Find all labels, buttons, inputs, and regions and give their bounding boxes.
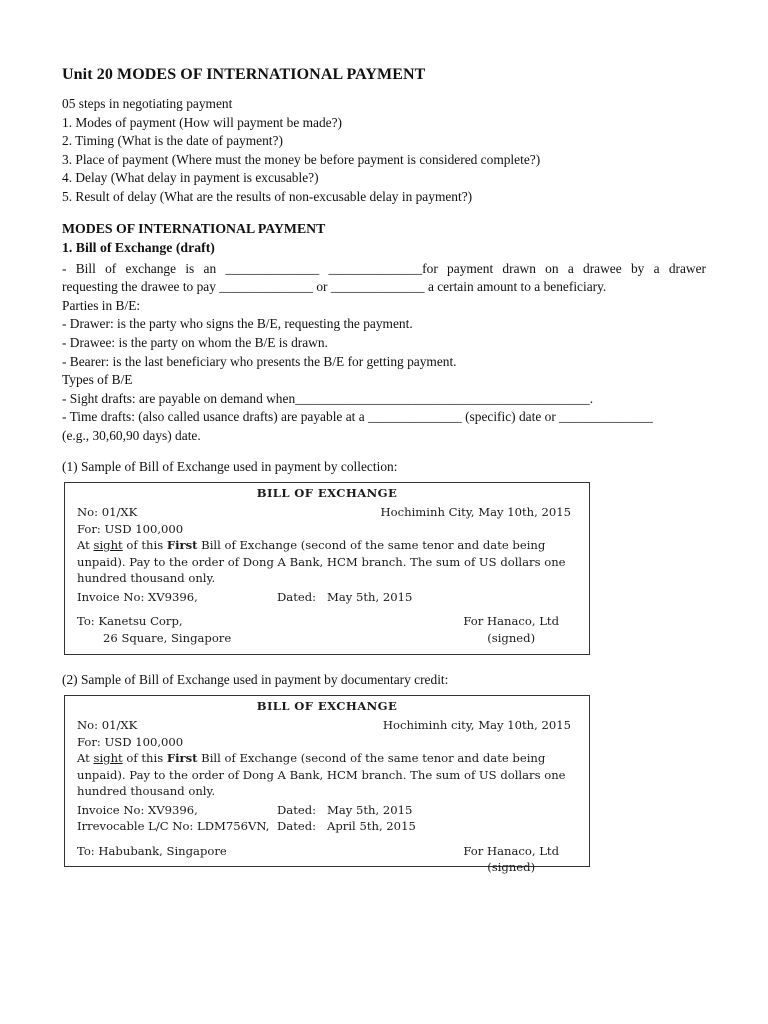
bill-invoice: Invoice No: XV9396, xyxy=(77,589,198,604)
bill-lc-dated-label: Dated: xyxy=(277,819,317,833)
bill-place-date: Hochiminh city, May 10th, 2015 xyxy=(382,718,571,732)
bill-lc-row xyxy=(77,818,577,835)
bill-to xyxy=(77,843,227,876)
bill-body-sight: sight xyxy=(93,538,123,552)
bill-signature xyxy=(463,613,577,646)
bill-of-exchange-sample-1 xyxy=(64,482,590,655)
bill-number-row xyxy=(77,717,577,734)
bill-body-text: At xyxy=(77,538,94,552)
page-title: Unit 20 MODES OF INTERNATIONAL PAYMENT xyxy=(62,66,426,83)
bill-to-row xyxy=(77,843,577,876)
sample-2-caption: (2) Sample of Bill of Exchange used in payment by documentary credit: xyxy=(62,671,449,687)
bill-signature xyxy=(463,843,577,876)
bill-amount: For: USD 100,000 xyxy=(77,521,184,536)
bill-body-first: First xyxy=(166,751,198,765)
step-item: 1. Modes of payment (How will payment be made?) xyxy=(62,114,343,130)
bill-dated-label: Dated: xyxy=(277,802,317,817)
bill-invoice-row xyxy=(77,589,577,606)
bill-signed: (signed) xyxy=(487,630,536,645)
bill-to-row xyxy=(77,613,577,646)
bill-for-line: For Hanaco, Ltd xyxy=(463,843,559,858)
parties-heading: Parties in B/E: xyxy=(62,297,141,313)
step-item: 2. Timing (What is the date of payment?) xyxy=(62,133,283,149)
bill-of-exchange-sample-2 xyxy=(64,695,590,874)
steps-section xyxy=(62,95,706,207)
definition-line-2: requesting the drawee to pay ______________ or ______________ a certain amount to a beneficiary. xyxy=(62,279,607,295)
step-item: 4. Delay (What delay in payment is excusable?) xyxy=(62,170,319,186)
bill-to xyxy=(77,613,231,646)
bill-body-text: At xyxy=(77,751,94,765)
modes-heading: MODES OF INTERNATIONAL PAYMENT xyxy=(62,220,326,236)
bill-number-row xyxy=(77,504,577,521)
bill-to-line: To: Habubank, Singapore xyxy=(77,843,227,858)
bill-invoice: Invoice No: XV9396, xyxy=(77,802,198,817)
bill-of-exchange-subheading: 1. Bill of Exchange (draft) xyxy=(62,239,215,255)
bill-dated-value: May 5th, 2015 xyxy=(327,802,413,817)
bill-dated-value: May 5th, 2015 xyxy=(327,589,413,604)
bill-heading: BILL OF EXCHANGE xyxy=(256,698,398,713)
bill-to-line: To: Kanetsu Corp, xyxy=(77,614,183,628)
types-line-2: - Time drafts: (also called usance drafts) are payable at a ______________ (specific) date or ______________ xyxy=(62,409,653,425)
bill-body-first: First xyxy=(166,538,198,552)
party-item: - Bearer: is the last beneficiary who presents the B/E for getting payment. xyxy=(62,353,457,369)
bill-signed: (signed) xyxy=(487,860,536,874)
bill-invoice-row xyxy=(77,802,577,819)
bill-body-text: of this xyxy=(122,751,167,765)
steps-heading: 05 steps in negotiating payment xyxy=(62,96,233,111)
bill-place-date: Hochiminh City, May 10th, 2015 xyxy=(380,505,571,519)
bill-lc: Irrevocable L/C No: LDM756VN, xyxy=(77,819,270,833)
step-item: 3. Place of payment (Where must the money be before payment is considered complete?) xyxy=(62,151,541,167)
types-line-3: (e.g., 30,60,90 days) date. xyxy=(62,427,201,443)
party-item: - Drawee: is the party on whom the B/E is drawn. xyxy=(62,334,328,350)
bill-dated-label: Dated: xyxy=(277,589,317,604)
bill-lc-dated-value: April 5th, 2015 xyxy=(327,819,416,833)
party-item: - Drawer: is the party who signs the B/E, requesting the payment. xyxy=(62,316,413,332)
bill-body xyxy=(77,750,577,800)
types-heading: Types of B/E xyxy=(62,372,133,388)
definition-line-1: - Bill of exchange is an ______________ ______________for payment drawn on a drawee by a drawer xyxy=(62,260,706,276)
bill-heading: BILL OF EXCHANGE xyxy=(256,485,398,500)
step-item: 5. Result of delay (What are the results of non-excusable delay in payment?) xyxy=(62,188,473,204)
bill-body-text: Bill of Exchange (second of the same tenor and date being unpaid). Pay to the order of Dong A Bank, HCM branch. The sum of US dollars one hundred thousand only. xyxy=(77,751,566,798)
bill-amount: For: USD 100,000 xyxy=(77,734,184,749)
bill-number: No: 01/XK xyxy=(77,505,138,519)
bill-for-line: For Hanaco, Ltd xyxy=(463,614,559,628)
bill-body-text: Bill of Exchange (second of the same tenor and date being unpaid). Pay to the order of Dong A Bank, HCM branch. The sum of US dollars one hundred thousand only. xyxy=(77,538,566,585)
document-page xyxy=(62,66,706,874)
types-line-1: - Sight drafts: are payable on demand when____________________________________________. xyxy=(62,390,594,406)
bill-body-text: of this xyxy=(122,538,167,552)
bill-body xyxy=(77,537,577,587)
bill-to-line: 26 Square, Singapore xyxy=(103,630,232,645)
bill-body-sight: sight xyxy=(93,751,123,765)
bill-number: No: 01/XK xyxy=(77,718,138,732)
sample-1-caption: (1) Sample of Bill of Exchange used in payment by collection: xyxy=(62,458,398,474)
